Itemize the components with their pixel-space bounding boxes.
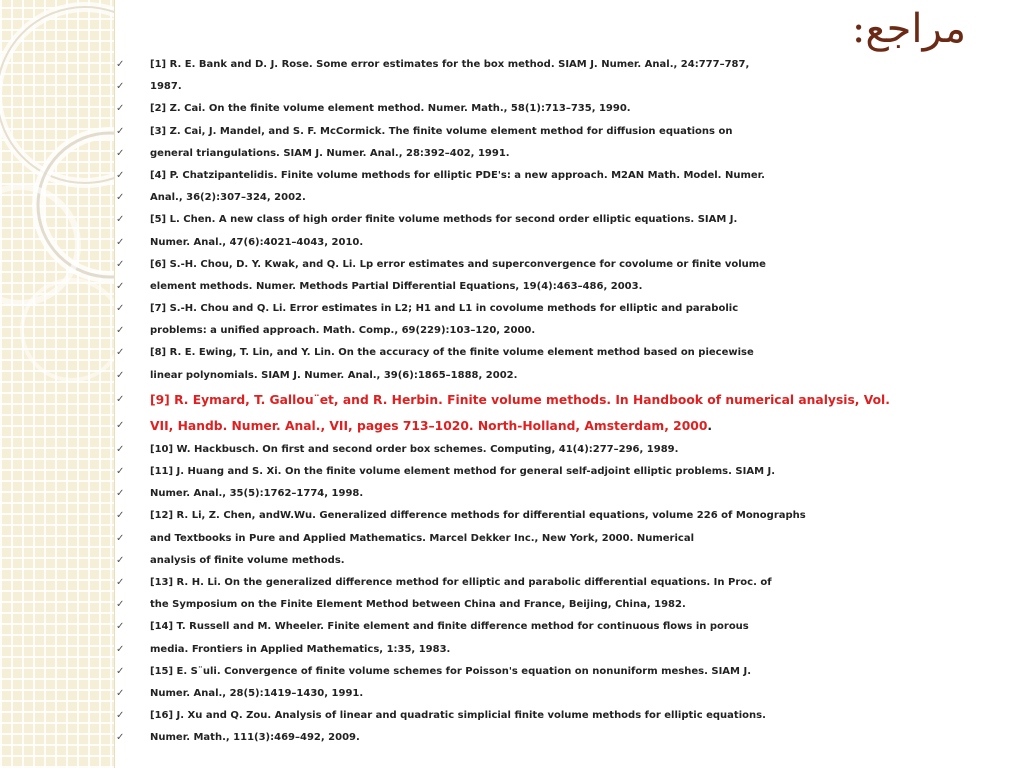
reference-text: 1987. xyxy=(150,81,182,93)
reference-line xyxy=(116,165,996,187)
reference-line xyxy=(116,683,996,705)
reference-text: [2] Z. Cai. On the finite volume element method. Numer. Math., 58(1):713–735, 1990. xyxy=(150,103,631,115)
slide-title: مراجع: xyxy=(851,6,966,52)
reference-line xyxy=(116,232,996,254)
check-mark-icon: ✓ xyxy=(116,466,125,477)
reference-text: [14] T. Russell and M. Wheeler. Finite element and finite difference method for continuous flows in porous xyxy=(150,621,749,633)
check-mark-icon: ✓ xyxy=(116,554,125,566)
check-mark-icon: ✓ xyxy=(116,488,125,500)
check-mark-icon: ✓ xyxy=(116,303,125,315)
reference-text: [11] J. Huang and S. Xi. On the finite volume element method for general self-adjoint elliptic problems. SIAM J. xyxy=(150,466,776,477)
reference-text: [7] S.-H. Chou and Q. Li. Error estimates in L2; H1 and L1 in covolume methods for elliptic and parabolic xyxy=(150,303,739,315)
check-mark-icon: ✓ xyxy=(116,214,125,226)
reference-line xyxy=(116,483,996,505)
reference-text: the Symposium on the Finite Element Method between China and France, Beijing, China, 1982. xyxy=(150,599,686,611)
check-mark-icon: ✓ xyxy=(116,443,125,455)
reference-line xyxy=(116,413,996,439)
check-mark-icon: ✓ xyxy=(116,147,125,159)
reference-line xyxy=(116,98,996,120)
reference-text: [3] Z. Cai, J. Mandel, and S. F. McCormick. The finite volume element method for diffusion equations on xyxy=(150,125,733,137)
check-mark-icon: ✓ xyxy=(116,687,125,699)
check-mark-icon: ✓ xyxy=(116,169,125,181)
check-mark-icon: ✓ xyxy=(116,643,125,655)
reference-line xyxy=(116,705,996,727)
reference-text: [4] P. Chatzipantelidis. Finite volume methods for elliptic PDE's: a new approach. M2AN Math. Model. Numer. xyxy=(150,169,765,181)
check-mark-icon: ✓ xyxy=(116,347,125,359)
reference-line xyxy=(116,550,996,572)
reference-line xyxy=(116,639,996,661)
check-mark-icon: ✓ xyxy=(116,236,125,248)
check-mark-icon: ✓ xyxy=(116,419,125,431)
check-mark-icon: ✓ xyxy=(116,192,125,204)
reference-line xyxy=(116,121,996,143)
check-mark-icon: ✓ xyxy=(116,665,125,677)
reference-line xyxy=(116,661,996,683)
decorative-circles xyxy=(0,0,114,768)
reference-line xyxy=(116,365,996,387)
reference-text: [13] R. H. Li. On the generalized difference method for elliptic and parabolic differential equations. In Proc. of xyxy=(150,576,772,588)
reference-text: Numer. Math., 111(3):469–492, 2009. xyxy=(150,732,360,744)
reference-line xyxy=(116,320,996,342)
check-mark-icon: ✓ xyxy=(116,125,125,137)
reference-text: [5] L. Chen. A new class of high order finite volume methods for second order elliptic equations. SIAM J. xyxy=(150,214,738,226)
check-mark-icon: ✓ xyxy=(116,532,125,544)
check-mark-icon: ✓ xyxy=(116,510,125,522)
reference-line xyxy=(116,461,996,483)
reference-text: [15] E. S¨uli. Convergence of finite volume schemes for Poisson's equation on nonuniform meshes. SIAM J. xyxy=(150,665,751,677)
check-mark-icon: ✓ xyxy=(116,369,125,381)
reference-text: element methods. Numer. Methods Partial Differential Equations, 19(4):463–486, 2003. xyxy=(150,280,643,292)
check-mark-icon: ✓ xyxy=(116,59,125,70)
reference-text: and Textbooks in Pure and Applied Mathematics. Marcel Dekker Inc., New York, 2000. Numerical xyxy=(150,532,695,544)
reference-line xyxy=(116,594,996,616)
reference-text: media. Frontiers in Applied Mathematics, 1:35, 1983. xyxy=(150,643,451,655)
check-mark-icon: ✓ xyxy=(116,599,125,611)
reference-line xyxy=(116,505,996,527)
reference-text: problems: a unified approach. Math. Comp., 69(229):103–120, 2000. xyxy=(150,325,536,337)
reference-text: Anal., 36(2):307–324, 2002. xyxy=(150,192,306,204)
check-mark-icon: ✓ xyxy=(116,621,125,633)
reference-line xyxy=(116,342,996,364)
reference-tail: . xyxy=(707,418,713,433)
reference-text: [10] W. Hackbusch. On first and second order box schemes. Computing, 41(4):277–296, 1989. xyxy=(150,443,679,455)
decorative-grid-panel xyxy=(0,0,115,768)
reference-line xyxy=(116,276,996,298)
check-mark-icon: ✓ xyxy=(116,732,125,744)
check-mark-icon: ✓ xyxy=(116,81,125,93)
reference-line xyxy=(116,727,996,749)
reference-line xyxy=(116,387,996,413)
check-mark-icon: ✓ xyxy=(116,576,125,588)
reference-line xyxy=(116,54,996,76)
reference-line xyxy=(116,143,996,165)
reference-text: [1] R. E. Bank and D. J. Rose. Some error estimates for the box method. SIAM J. Numer. Anal., 24:777–787, xyxy=(150,59,750,70)
reference-line xyxy=(116,572,996,594)
reference-text: linear polynomials. SIAM J. Numer. Anal., 39(6):1865–1888, 2002. xyxy=(150,369,518,381)
reference-line xyxy=(116,528,996,550)
reference-line xyxy=(116,298,996,320)
check-mark-icon: ✓ xyxy=(116,103,125,115)
reference-line xyxy=(116,439,996,461)
reference-line xyxy=(116,76,996,98)
reference-text: [6] S.-H. Chou, D. Y. Kwak, and Q. Li. Lp error estimates and superconvergence for covolume or finite volume xyxy=(150,258,766,270)
reference-text: [8] R. E. Ewing, T. Lin, and Y. Lin. On the accuracy of the finite volume element method based on piecewise xyxy=(150,347,754,359)
reference-line xyxy=(116,209,996,231)
check-mark-icon: ✓ xyxy=(116,280,125,292)
reference-line xyxy=(116,254,996,276)
check-mark-icon: ✓ xyxy=(116,393,125,405)
check-mark-icon: ✓ xyxy=(116,325,125,337)
reference-line xyxy=(116,616,996,638)
check-mark-icon: ✓ xyxy=(116,258,125,270)
reference-line xyxy=(116,187,996,209)
reference-text: Numer. Anal., 35(5):1762–1774, 1998. xyxy=(150,488,364,500)
reference-text: [9] R. Eymard, T. Gallou¨et, and R. Herbin. Finite volume methods. In Handbook of numerical analysis, Vol. xyxy=(150,392,890,407)
reference-text: general triangulations. SIAM J. Numer. Anal., 28:392–402, 1991. xyxy=(150,147,510,159)
reference-text: VII, Handb. Numer. Anal., VII, pages 713–1020. North-Holland, Amsterdam, 2000 xyxy=(150,418,708,433)
reference-text: [16] J. Xu and Q. Zou. Analysis of linear and quadratic simplicial finite volume methods for elliptic equations. xyxy=(150,710,766,722)
reference-text: Numer. Anal., 28(5):1419–1430, 1991. xyxy=(150,687,364,699)
references-list xyxy=(116,54,996,749)
reference-text: analysis of finite volume methods. xyxy=(150,554,345,566)
reference-text: [12] R. Li, Z. Chen, andW.Wu. Generalized difference methods for differential equations, volume 226 of Monographs xyxy=(150,510,806,522)
check-mark-icon: ✓ xyxy=(116,710,125,722)
reference-text: Numer. Anal., 47(6):4021–4043, 2010. xyxy=(150,236,364,248)
